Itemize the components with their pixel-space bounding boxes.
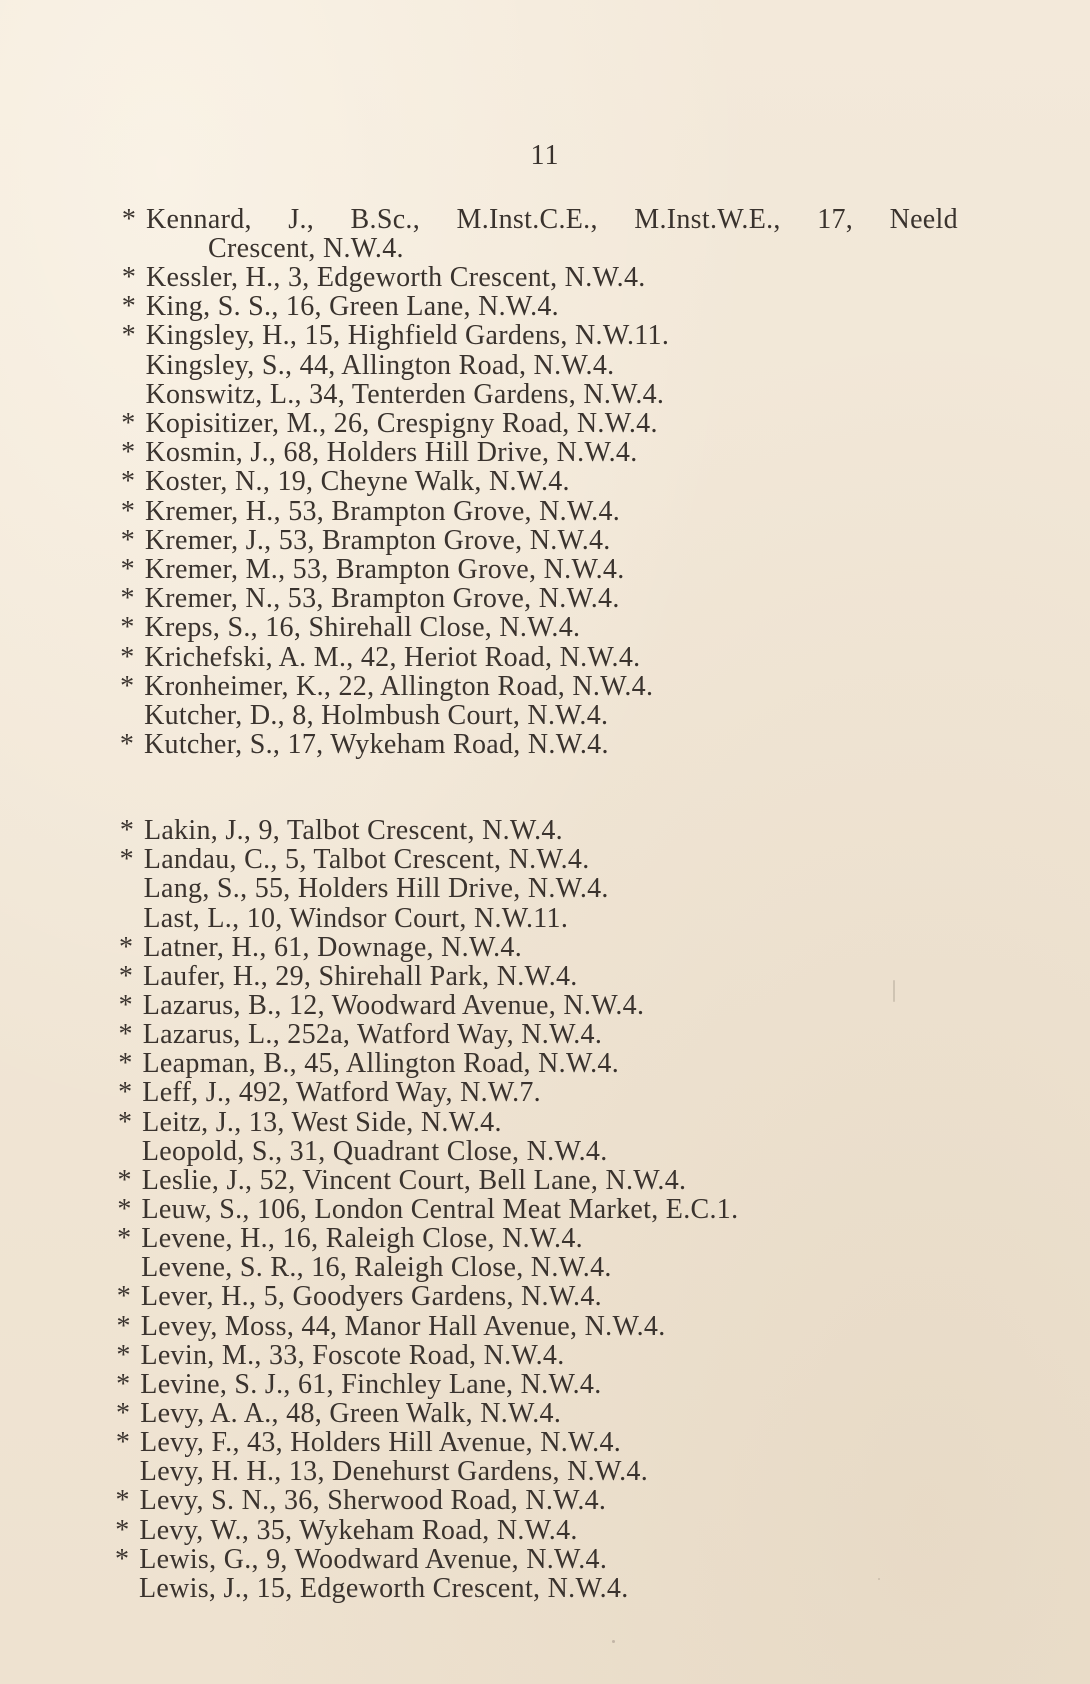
entry-text: Leitz, J., 13, West Side, N.W.4.	[142, 1106, 502, 1138]
entry-text: Levy, A. A., 48, Green Walk, N.W.4.	[140, 1398, 562, 1429]
member-asterisk: *	[119, 815, 135, 846]
directory-entry	[116, 1310, 666, 1342]
directory-entry	[146, 380, 665, 409]
member-asterisk: *	[116, 1398, 131, 1429]
entry-text: Lang, S., 55, Holders Hill Drive, N.W.4.	[143, 873, 609, 905]
entry-text: King, S. S., 16, Green Lane, N.W.4.	[145, 291, 559, 323]
member-asterisk: *	[116, 1281, 132, 1313]
directory-entry	[115, 1514, 578, 1546]
member-asterisk: *	[120, 670, 135, 702]
entry-text: Kingsley, S., 44, Allington Road, N.W.4.	[145, 349, 615, 381]
directory-entry	[118, 989, 645, 1021]
word: 17,	[817, 204, 854, 235]
entry-text: Last, L., 10, Windsor Court, N.W.11.	[143, 902, 569, 934]
directory-entry	[117, 1106, 502, 1138]
directory-entry	[117, 1164, 687, 1196]
member-asterisk: *	[120, 612, 135, 644]
directory-entry	[117, 1223, 583, 1255]
member-asterisk: *	[115, 1543, 130, 1575]
directory-entry	[119, 931, 523, 963]
directory-entry	[146, 351, 615, 380]
word: J.,	[288, 204, 315, 235]
entry-text: Latner, H., 61, Downage, N.W.4.	[143, 931, 523, 963]
directory-entry	[119, 729, 609, 761]
directory-entry	[144, 701, 608, 730]
entry-text: Levy, F., 43, Holders Hill Avenue, N.W.4.	[140, 1427, 622, 1459]
directory-entry	[121, 408, 658, 439]
entry-text: Leuw, S., 106, London Central Meat Market, E.C.1.	[141, 1194, 739, 1225]
page-number: 11	[530, 140, 560, 171]
member-asterisk: *	[120, 554, 135, 585]
member-asterisk: *	[120, 524, 136, 556]
entry-text: Kessler, H., 3, Edgeworth Crescent, N.W.4.	[146, 262, 646, 293]
directory-entry	[120, 466, 570, 498]
entry-text: Lakin, J., 9, Talbot Crescent, N.W.4.	[144, 815, 563, 846]
directory-entry	[120, 495, 621, 527]
member-asterisk: *	[121, 437, 136, 469]
entry-text: Leff, J., 492, Watford Way, N.W.7.	[142, 1077, 541, 1109]
directory-entry	[121, 437, 638, 469]
member-asterisk: *	[117, 1164, 132, 1196]
directory-entry	[120, 612, 581, 644]
word: M.Inst.C.E.,	[456, 204, 598, 235]
member-asterisk: *	[116, 1368, 131, 1400]
word: B.Sc.,	[350, 204, 421, 235]
directory-entry	[144, 874, 609, 903]
directory-entry	[116, 1281, 602, 1313]
entry-text: Landau, C., 5, Talbot Crescent, N.W.4.	[143, 844, 590, 876]
entry-text: Kronheimer, K., 22, Allington Road, N.W.4.	[144, 670, 654, 702]
entry-text: Levy, H. H., 13, Denehurst Gardens, N.W.4.	[139, 1456, 649, 1488]
member-asterisk: *	[115, 1514, 130, 1546]
directory-entry	[118, 1019, 603, 1050]
directory-entry	[119, 815, 563, 846]
entry-text: Kremer, N., 53, Brampton Grove, N.W.4.	[144, 583, 620, 615]
word: Kennard,	[146, 204, 252, 235]
directory-entry	[139, 1574, 629, 1603]
entry-text: Kremer, J., 53, Brampton Grove, N.W.4.	[144, 524, 611, 556]
entry-kennard	[121, 204, 958, 235]
directory-entry	[120, 641, 641, 673]
directory-entry	[120, 554, 625, 585]
entry-text: Kosmin, J., 68, Holders Hill Drive, N.W.4.	[145, 437, 638, 469]
member-asterisk: *	[115, 1427, 131, 1459]
directory-entry	[118, 1048, 620, 1080]
member-asterisk: *	[121, 204, 137, 235]
member-asterisk: *	[120, 495, 136, 527]
member-asterisk: *	[119, 729, 135, 761]
entry-text: Kremer, H., 53, Brampton Grove, N.W.4.	[145, 495, 621, 527]
directory-entry	[120, 583, 620, 615]
member-asterisk: *	[118, 1019, 133, 1050]
directory-entry	[141, 1253, 612, 1282]
member-asterisk: *	[118, 960, 134, 992]
directory-entry	[116, 1368, 602, 1400]
entry-text: Kingsley, H., 15, Highfield Gardens, N.W.11.	[145, 320, 670, 352]
entry-text: Lazarus, B., 12, Woodward Avenue, N.W.4.	[142, 989, 645, 1021]
directory-entry	[115, 1427, 622, 1459]
directory-entry	[115, 1543, 608, 1575]
entry-text: Levy, S. N., 36, Sherwood Road, N.W.4.	[139, 1485, 607, 1517]
member-asterisk: *	[117, 1106, 133, 1138]
directory-entry	[117, 1194, 739, 1225]
directory-entry	[121, 320, 670, 352]
entry-text: Leapman, B., 45, Allington Road, N.W.4.	[142, 1048, 620, 1080]
directory-entry	[142, 1137, 608, 1166]
member-asterisk: *	[115, 1485, 130, 1517]
word: Neeld	[889, 204, 958, 235]
entry-text: Levene, S. R., 16, Raleigh Close, N.W.4.	[141, 1252, 612, 1284]
entry-kennard-line-1	[146, 205, 958, 234]
entry-text: Kreps, S., 16, Shirehall Close, N.W.4.	[144, 612, 581, 644]
word: M.Inst.W.E.,	[634, 204, 781, 235]
directory-entry	[140, 1457, 648, 1486]
member-asterisk: *	[120, 466, 136, 498]
entry-kennard-continuation: Crescent, N.W.4.	[208, 233, 404, 264]
member-asterisk: *	[121, 262, 137, 293]
paper-speck	[612, 1640, 615, 1643]
entry-text: Konswitz, L., 34, Tenterden Gardens, N.W.4.	[145, 378, 665, 410]
entry-text: Leopold, S., 31, Quadrant Close, N.W.4.	[141, 1135, 608, 1167]
member-asterisk: *	[117, 1194, 132, 1225]
member-asterisk: *	[121, 320, 136, 352]
entry-text: Levene, H., 16, Raleigh Close, N.W.4.	[141, 1223, 583, 1255]
entry-text: Lewis, G., 9, Woodward Avenue, N.W.4.	[139, 1543, 608, 1575]
member-asterisk: *	[116, 1339, 131, 1371]
entry-text: Lazarus, L., 252a, Watford Way, N.W.4.	[142, 1019, 603, 1050]
directory-entry	[121, 291, 559, 323]
entry-text: Kutcher, D., 8, Holmbush Court, N.W.4.	[144, 700, 609, 731]
directory-entry	[116, 1339, 565, 1371]
directory-entry	[118, 960, 578, 992]
entry-text: Koster, N., 19, Cheyne Walk, N.W.4.	[145, 466, 570, 498]
paper-speck	[893, 980, 895, 1002]
directory-entry	[120, 670, 654, 702]
entry-text: Levin, M., 33, Foscote Road, N.W.4.	[140, 1339, 565, 1371]
entry-text: Kopisitizer, M., 26, Crespigny Road, N.W.4.	[145, 408, 658, 439]
member-asterisk: *	[121, 291, 137, 323]
member-asterisk: *	[120, 641, 135, 673]
entry-text: Lever, H., 5, Goodyers Gardens, N.W.4.	[140, 1281, 602, 1313]
directory-entry	[115, 1485, 607, 1517]
member-asterisk: *	[121, 408, 136, 439]
member-asterisk: *	[117, 1223, 132, 1255]
directory-entry	[143, 904, 568, 933]
member-asterisk: *	[116, 1310, 131, 1342]
member-asterisk: *	[118, 989, 133, 1021]
entry-text: Krichefski, A. M., 42, Heriot Road, N.W.4.	[144, 641, 641, 673]
member-asterisk: *	[119, 931, 134, 963]
entry-text: Lewis, J., 15, Edgeworth Crescent, N.W.4.	[139, 1572, 629, 1604]
directory-entry	[119, 844, 590, 876]
member-asterisk: *	[119, 844, 134, 876]
entry-text: Kutcher, S., 17, Wykeham Road, N.W.4.	[144, 729, 609, 761]
entry-text: Laufer, H., 29, Shirehall Park, N.W.4.	[143, 960, 578, 992]
directory-entry	[118, 1077, 541, 1109]
directory-entry	[116, 1398, 562, 1429]
member-asterisk: *	[118, 1048, 133, 1080]
directory-entry	[120, 524, 611, 556]
entry-text: Levine, S. J., 61, Finchley Lane, N.W.4.	[140, 1368, 602, 1400]
entry-text: Levy, W., 35, Wykeham Road, N.W.4.	[139, 1514, 578, 1546]
entry-text: Leslie, J., 52, Vincent Court, Bell Lane, N.W.4.	[141, 1164, 687, 1196]
member-asterisk: *	[118, 1077, 133, 1109]
entry-text: Kremer, M., 53, Brampton Grove, N.W.4.	[144, 554, 625, 585]
entry-text: Levey, Moss, 44, Manor Hall Avenue, N.W.4.	[140, 1310, 666, 1342]
paper-speck	[878, 1578, 880, 1580]
directory-entry	[121, 262, 646, 293]
member-asterisk: *	[120, 583, 135, 615]
